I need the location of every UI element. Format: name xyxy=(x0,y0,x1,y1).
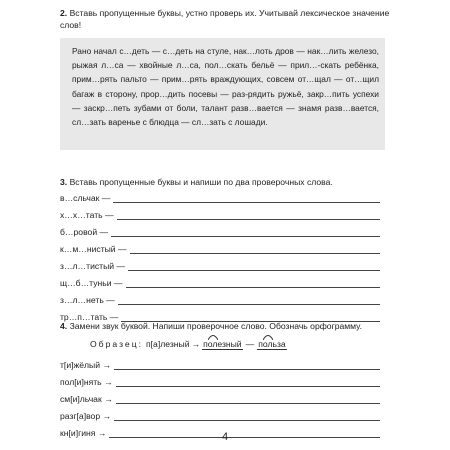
task-3-number: 3. xyxy=(60,177,68,187)
task-4-row[interactable] xyxy=(60,407,380,421)
task-4-word: т[и]жёлый → xyxy=(60,360,112,370)
page-number: 4 xyxy=(221,431,229,443)
answer-line[interactable] xyxy=(118,295,380,305)
task-2-number: 2. xyxy=(60,8,68,18)
sample-word xyxy=(202,339,243,350)
answer-line[interactable] xyxy=(116,394,380,404)
task-3-row[interactable] xyxy=(60,189,380,203)
task-3-row[interactable] xyxy=(60,274,380,288)
task-4-row[interactable] xyxy=(60,390,380,404)
answer-line[interactable] xyxy=(116,377,380,387)
answer-line[interactable] xyxy=(128,261,380,271)
sample-arrow: → xyxy=(191,339,201,349)
task-3-word: щ…б…туньи — xyxy=(60,278,123,288)
answer-line[interactable] xyxy=(114,360,380,370)
task-3-word: к…м…нистый — xyxy=(60,244,127,254)
task-4-sample xyxy=(90,339,287,350)
task-4-row[interactable] xyxy=(60,356,380,370)
task-3-row[interactable] xyxy=(60,240,380,254)
task-4-number: 4. xyxy=(60,321,68,331)
task-3-word: в…сльчак — xyxy=(60,193,111,203)
task-3-row[interactable] xyxy=(60,206,380,220)
task-4-row[interactable] xyxy=(60,373,380,387)
task-4-title xyxy=(60,320,362,332)
task-3-word: з…л…тистый — xyxy=(60,261,126,271)
sample-check xyxy=(257,339,286,350)
root-arc-icon xyxy=(208,334,218,340)
answer-line[interactable] xyxy=(111,227,380,237)
task-3-word: х…х…тать — xyxy=(60,210,114,220)
task-3-word: з…л…неть — xyxy=(60,295,115,305)
sample-transcription: п[а]лезный xyxy=(146,339,190,349)
answer-line[interactable] xyxy=(126,278,380,288)
task-3-instruction: Вставь пропущенные буквы и напиши по два проверочных слова. xyxy=(69,177,333,187)
task-3-word: б…ровой — xyxy=(60,227,109,237)
sample-dash: — xyxy=(245,339,255,349)
task-3-row[interactable] xyxy=(60,291,380,305)
answer-line[interactable] xyxy=(117,210,380,220)
root-arc-icon xyxy=(263,334,273,340)
task-4-word: разг[а]вор → xyxy=(60,411,112,421)
task-4-instruction: Замени звук буквой. Напиши проверочное слово. Обозначь орфограмму. xyxy=(69,321,363,331)
task-2-instruction: Вставь пропущенные буквы, устно проверь их. Учитывай лексическое значение слов! xyxy=(60,8,390,30)
task-4-word: кн[и]гиня → xyxy=(60,428,107,438)
task-3-row[interactable] xyxy=(60,223,380,237)
answer-line[interactable] xyxy=(113,193,380,203)
sample-label: Образец: xyxy=(90,339,144,349)
task-3-word: тр…п…тать — xyxy=(60,312,119,322)
sample-word-text: полезный xyxy=(203,339,242,349)
sample-check-text: польза xyxy=(258,339,286,349)
task-2-title xyxy=(60,7,390,31)
task-3-row[interactable] xyxy=(60,257,380,271)
task-4-word: пол[и]нять → xyxy=(60,377,113,387)
task-2-text-box xyxy=(60,38,385,150)
task-4-word: см[и]льчак → xyxy=(60,394,113,404)
answer-line[interactable] xyxy=(130,244,380,254)
answer-line[interactable] xyxy=(114,411,380,421)
task-2-text: Рано начал с…деть — с…деть на стуле, нак…лоть дров — нак…лить железо, рыжая л…са — хвойные л…са, пол…скать бельё — прил…-скать ребёнка, прим…рять пальто — прим…рять враждующих, совсем от…щал — от…щил багаж в сторону, прор…дить посевы — раз-рядить ружьё, закр…пить успехи — заскр…петь зубами от боли, талант разв…вается — знамя разв…вается, сл…зать варенье с блюдца — сл…зать с лошади. xyxy=(72,46,379,128)
task-3-title xyxy=(60,176,333,188)
